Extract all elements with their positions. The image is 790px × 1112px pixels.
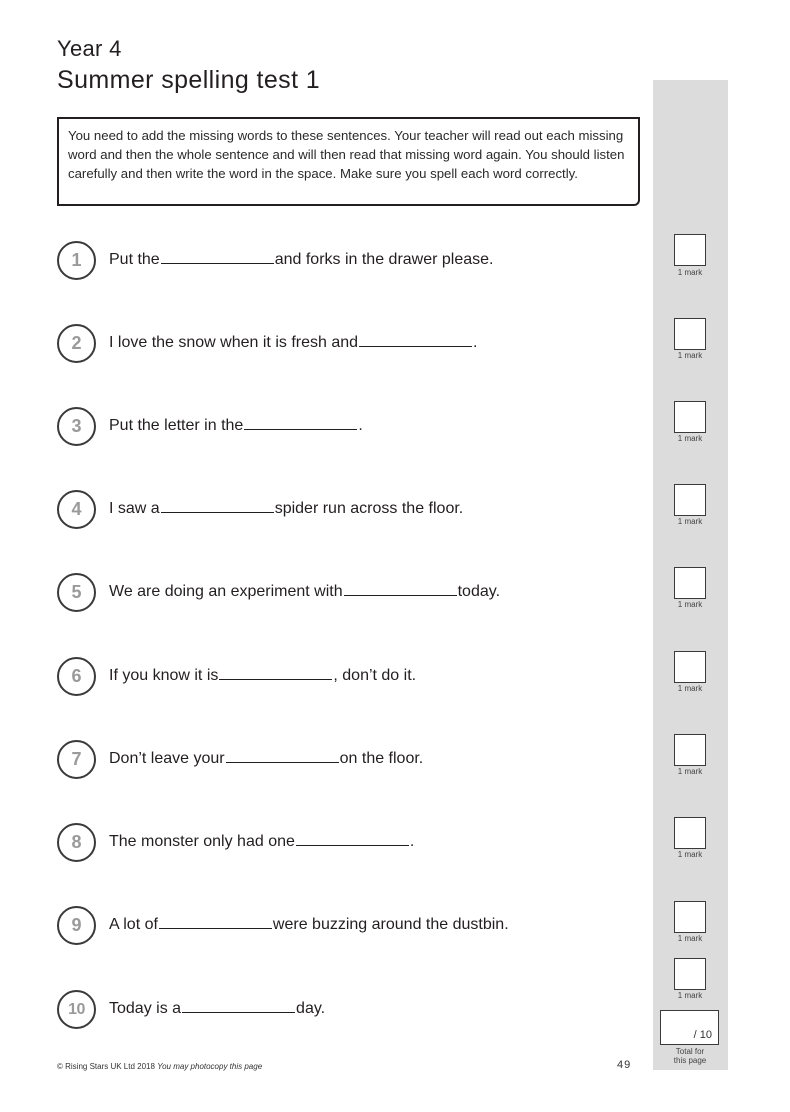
sentence-end: and forks in the drawer please. xyxy=(274,251,494,268)
answer-blank[interactable] xyxy=(344,581,457,596)
mark-label: 1 mark xyxy=(677,351,703,360)
total-value: / 10 xyxy=(693,1029,712,1041)
sentence-end: . xyxy=(358,417,363,434)
answer-blank[interactable] xyxy=(244,415,357,430)
answer-blank[interactable] xyxy=(359,332,472,347)
sentence-start: The monster only had one xyxy=(109,833,295,850)
sentence-start: Put the letter in the xyxy=(109,417,244,434)
question-number-badge: 4 xyxy=(57,490,96,529)
question-sentence xyxy=(109,748,423,768)
question-number-badge: 9 xyxy=(57,906,96,945)
question-number-badge: 5 xyxy=(57,573,96,612)
question-10 xyxy=(57,990,637,1030)
mark-box-6[interactable] xyxy=(674,651,706,683)
answer-blank[interactable] xyxy=(159,914,272,929)
instructions-box: You need to add the missing words to these sentences. Your teacher will read out each missing word and then the whole sentence and will then read that missing word again. You should listen carefully and then write the word in the space. Make sure you spell each word correctly. xyxy=(57,117,640,206)
question-sentence xyxy=(109,831,414,851)
sentence-start: I saw a xyxy=(109,500,160,517)
question-number-badge: 3 xyxy=(57,407,96,446)
mark-label: 1 mark xyxy=(677,434,703,443)
answer-blank[interactable] xyxy=(161,498,274,513)
question-number-badge: 6 xyxy=(57,657,96,696)
sentence-end: on the floor. xyxy=(339,750,424,767)
answer-blank[interactable] xyxy=(226,748,339,763)
total-label-line1: Total for xyxy=(675,1047,705,1056)
mark-label: 1 mark xyxy=(677,850,703,859)
total-label xyxy=(655,1047,725,1065)
mark-label: 1 mark xyxy=(677,767,703,776)
question-sentence xyxy=(109,581,500,601)
sentence-end: today. xyxy=(457,583,501,600)
mark-box-7[interactable] xyxy=(674,734,706,766)
question-5 xyxy=(57,573,637,613)
copyright-text: © Rising Stars UK Ltd 2018 xyxy=(57,1062,155,1071)
answer-blank[interactable] xyxy=(182,998,295,1013)
sentence-start: I love the snow when it is fresh and xyxy=(109,334,359,351)
question-sentence xyxy=(109,665,416,685)
question-number-badge: 1 xyxy=(57,241,96,280)
mark-label: 1 mark xyxy=(677,684,703,693)
total-box[interactable] xyxy=(660,1010,719,1045)
sentence-start: A lot of xyxy=(109,916,158,933)
answer-blank[interactable] xyxy=(296,831,409,846)
mark-box-2[interactable] xyxy=(674,318,706,350)
sentence-end: spider run across the floor. xyxy=(274,500,464,517)
mark-label: 1 mark xyxy=(677,991,703,1000)
question-sentence xyxy=(109,415,363,435)
sentence-start: If you know it is xyxy=(109,667,219,684)
total-label-line2: this page xyxy=(673,1056,707,1065)
answer-blank[interactable] xyxy=(219,665,332,680)
year-label: Year 4 xyxy=(57,36,122,61)
page-number: 49 xyxy=(617,1059,632,1071)
mark-label: 1 mark xyxy=(677,600,703,609)
sentence-end: . xyxy=(409,833,415,850)
answer-blank[interactable] xyxy=(161,249,274,264)
question-3 xyxy=(57,407,637,447)
question-9 xyxy=(57,906,637,946)
mark-box-5[interactable] xyxy=(674,567,706,599)
sentence-end: , don’t do it. xyxy=(333,667,417,684)
question-7 xyxy=(57,740,637,780)
sentence-start: Put the xyxy=(109,251,160,268)
sentence-end: . xyxy=(473,334,478,351)
question-sentence xyxy=(109,914,509,934)
footer-copyright xyxy=(57,1062,262,1071)
question-number-badge: 10 xyxy=(57,990,96,1029)
question-6 xyxy=(57,657,637,697)
page-title: Summer spelling test 1 xyxy=(57,66,321,94)
sentence-start: Don’t leave your xyxy=(109,750,225,767)
sentence-end: day. xyxy=(296,1000,326,1017)
question-number-badge: 7 xyxy=(57,740,96,779)
question-sentence xyxy=(109,998,325,1018)
mark-box-4[interactable] xyxy=(674,484,706,516)
mark-box-10[interactable] xyxy=(674,958,706,990)
mark-box-3[interactable] xyxy=(674,401,706,433)
question-2 xyxy=(57,324,637,364)
mark-label: 1 mark xyxy=(677,268,703,277)
question-sentence xyxy=(109,498,463,518)
question-4 xyxy=(57,490,637,530)
sentence-end: were buzzing around the dustbin. xyxy=(272,916,509,933)
question-1 xyxy=(57,241,637,281)
question-sentence xyxy=(109,249,494,269)
mark-box-9[interactable] xyxy=(674,901,706,933)
sentence-start: Today is a xyxy=(109,1000,182,1017)
question-8 xyxy=(57,823,637,863)
mark-box-8[interactable] xyxy=(674,817,706,849)
photocopy-note: You may photocopy this page xyxy=(157,1062,263,1071)
mark-box-1[interactable] xyxy=(674,234,706,266)
mark-label: 1 mark xyxy=(677,517,703,526)
question-number-badge: 2 xyxy=(57,324,96,363)
question-sentence xyxy=(109,332,477,352)
sentence-start: We are doing an experiment with xyxy=(109,583,343,600)
mark-label: 1 mark xyxy=(677,934,703,943)
question-number-badge: 8 xyxy=(57,823,96,862)
